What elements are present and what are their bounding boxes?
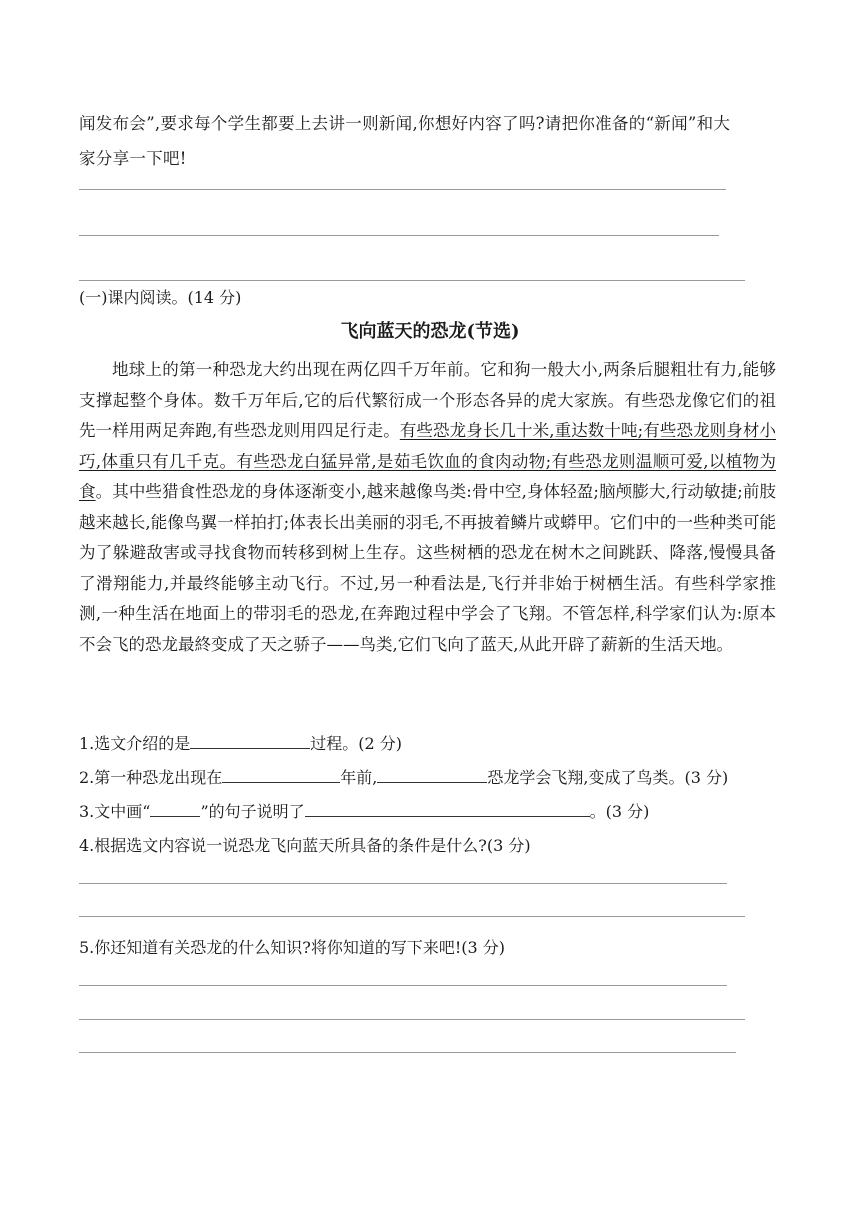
- question-2-text-pre: 2.第一种恐龙出现在: [79, 768, 223, 787]
- answer-line-intro-2: [79, 235, 719, 236]
- answer-line-q5-1[interactable]: [79, 985, 727, 986]
- question-1-blank[interactable]: [190, 732, 310, 749]
- answer-line-q4-2[interactable]: [79, 916, 745, 917]
- underlined-sentences: 有些恐龙身长几十米,重达数十吨;有些恐龙则身材小巧,体重只有几千克。有些恐龙白猛异常,是茹毛饮血的食肉动物;有些恐龙则温顺可爱,以植物为食: [79, 421, 776, 501]
- passage-paragraph: [79, 355, 776, 660]
- answer-line-q5-2[interactable]: [79, 1019, 745, 1020]
- question-2-text-mid: 年前,: [340, 768, 378, 787]
- question-2-text-post: 恐龙学会飞翔,变成了鸟类。(3 分): [487, 768, 729, 787]
- intro-line-2: 家分享一下吧!: [79, 149, 187, 168]
- question-3-text-mid: ”的句子说明了: [200, 802, 305, 821]
- question-2-blank-2[interactable]: [377, 766, 487, 783]
- passage-title: 飞向蓝天的恐龙(节选): [340, 321, 520, 342]
- question-3-blank[interactable]: [305, 800, 590, 817]
- answer-line-q5-3[interactable]: [79, 1052, 736, 1053]
- section-label: (一)课内阅读。(14 分): [79, 288, 242, 307]
- passage-text-2: 。其中些猎食性恐龙的身体逐渐变小,越来越像鸟类:骨中空,身体轻盈;脑颅膨大,行动敏捷;前肢越来越长,能像鸟翼一样拍打;体表长出美丽的羽毛,不再披着鳞片或蟒甲。它们中的一些种类可能为了躲避敌害或寻找食物而转移到树上生存。这些树栖的恐龙在树木之间跳跃、降落,慢慢具备了滑翔能力,并最终能够主动飞行。不过,另一种看法是,飞行并非始于树栖生活。有些科学家推测,一种生活在地面上的带羽毛的恐龙,在奔跑过程中学会了飞翔。不管怎样,科学家们认为:原本不会飞的恐龙最終变成了天之骄子——鸟类,它们飞向了蓝天,从此开辟了薪新的生活天地。: [79, 482, 776, 654]
- intro-line-1: 闻发布会”,要求每个学生都要上去讲一则新闻,你想好内容了吗?请把你准备的“新闻”和大: [79, 114, 731, 133]
- question-3-text-post: 。(3 分): [589, 802, 650, 821]
- reading-passage: [79, 355, 776, 660]
- passage-text-1: 地球上的第一种恐龙大约出现在两亿四千万年前。它和狗一般大小,两条后腿粗壮有力,能够支撑起整个身体。数千万年后,它的后代繁衍成一个形态各异的虎大家族。有些恐龙像它们的祖先一样用两足奔跑,有些恐龙则用四足行走。: [79, 360, 776, 440]
- answer-line-intro-1: [79, 189, 726, 190]
- question-2: [79, 765, 728, 788]
- question-1: [79, 731, 402, 754]
- question-3-underline-mark: [150, 800, 200, 817]
- answer-line-q4-1[interactable]: [79, 883, 727, 884]
- question-3: [79, 799, 649, 822]
- answer-line-intro-3: [79, 280, 745, 281]
- question-4: 4.根据选文内容说一说恐龙飞向蓝天所具备的条件是什么?(3 分): [79, 836, 531, 855]
- question-1-text-pre: 1.选文介绍的是: [79, 734, 191, 753]
- question-1-text-post: 过程。(2 分): [310, 734, 403, 753]
- question-3-text-pre: 3.文中画“: [79, 802, 151, 821]
- question-5: 5.你还知道有关恐龙的什么知识?将你知道的写下来吧!(3 分): [79, 938, 506, 957]
- question-2-blank-1[interactable]: [222, 766, 340, 783]
